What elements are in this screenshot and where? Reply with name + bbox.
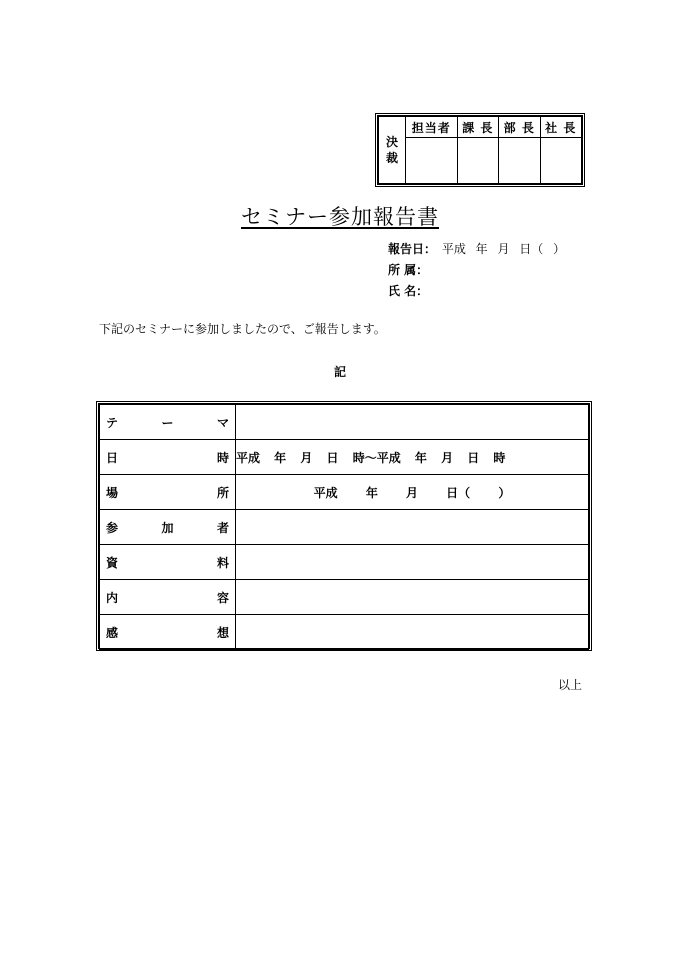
approval-lead-label	[379, 117, 406, 184]
label-char: 料	[216, 555, 229, 570]
stamp-cell-tanto[interactable]	[406, 138, 458, 184]
report-date-value[interactable]: 平成 年 月 日（ ）	[441, 242, 566, 256]
table-row-datetime	[100, 440, 589, 475]
label-char: 場	[106, 485, 119, 500]
report-date-row	[388, 240, 565, 258]
table-row-participants	[100, 510, 589, 545]
table-row-theme	[100, 405, 589, 440]
report-date-label: 報告日：	[388, 242, 437, 256]
row-label-materials	[100, 545, 236, 580]
table-row-place	[100, 475, 589, 510]
ki-heading: 記	[333, 365, 346, 379]
table-row-content	[100, 580, 589, 615]
name-row	[388, 282, 442, 300]
label-char: ー	[161, 415, 174, 430]
table-row-materials	[100, 545, 589, 580]
row-value-participants[interactable]	[236, 510, 589, 545]
label-char: 想	[216, 625, 229, 640]
approval-stamp-box	[375, 113, 585, 187]
row-value-theme[interactable]	[236, 405, 589, 440]
stamp-cell-kacho[interactable]	[457, 138, 498, 184]
department-row	[388, 261, 442, 279]
row-value-place[interactable]: 平成 年 月 日（ ）	[236, 475, 589, 510]
stamp-cell-bucho[interactable]	[499, 138, 540, 184]
details-table	[96, 401, 592, 651]
label-char: 日	[106, 450, 119, 465]
label-char: テ	[106, 415, 119, 430]
label-char: 参	[106, 520, 119, 535]
row-label-impressions	[100, 615, 236, 650]
row-value-datetime[interactable]: 平成 年 月 日 時～平成 年 月 日 時	[236, 440, 589, 475]
approval-col-bucho: 部 長	[499, 117, 540, 138]
row-label-content	[100, 580, 236, 615]
stamp-cell-shacho[interactable]	[540, 138, 582, 184]
label-char: マ	[216, 415, 229, 430]
row-label-place	[100, 475, 236, 510]
label-char: 内	[106, 590, 119, 605]
page-title: セミナー参加報告書	[241, 205, 439, 229]
table-row-impressions	[100, 615, 589, 650]
label-char: 所	[216, 485, 229, 500]
row-value-content[interactable]	[236, 580, 589, 615]
label-char: 加	[161, 520, 174, 535]
row-value-impressions[interactable]	[236, 615, 589, 650]
approval-col-kacho: 課 長	[457, 117, 498, 138]
approval-col-tanto: 担当者	[406, 117, 458, 138]
row-value-materials[interactable]	[236, 545, 589, 580]
row-label-datetime	[100, 440, 236, 475]
label-char: 感	[106, 625, 119, 640]
department-label: 所 属：	[388, 263, 429, 277]
label-char: 資	[106, 555, 119, 570]
approval-lead-text: 決 裁	[385, 135, 398, 165]
label-char: 容	[216, 590, 229, 605]
intro-text: 下記のセミナーに参加しましたので、ご報告します。	[99, 322, 386, 336]
name-label: 氏 名：	[388, 284, 429, 298]
row-label-participants	[100, 510, 236, 545]
closing-text: 以上	[558, 678, 583, 692]
label-char: 時	[216, 450, 229, 465]
approval-col-shacho: 社 長	[540, 117, 582, 138]
label-char: 者	[216, 520, 229, 535]
row-label-theme	[100, 405, 236, 440]
